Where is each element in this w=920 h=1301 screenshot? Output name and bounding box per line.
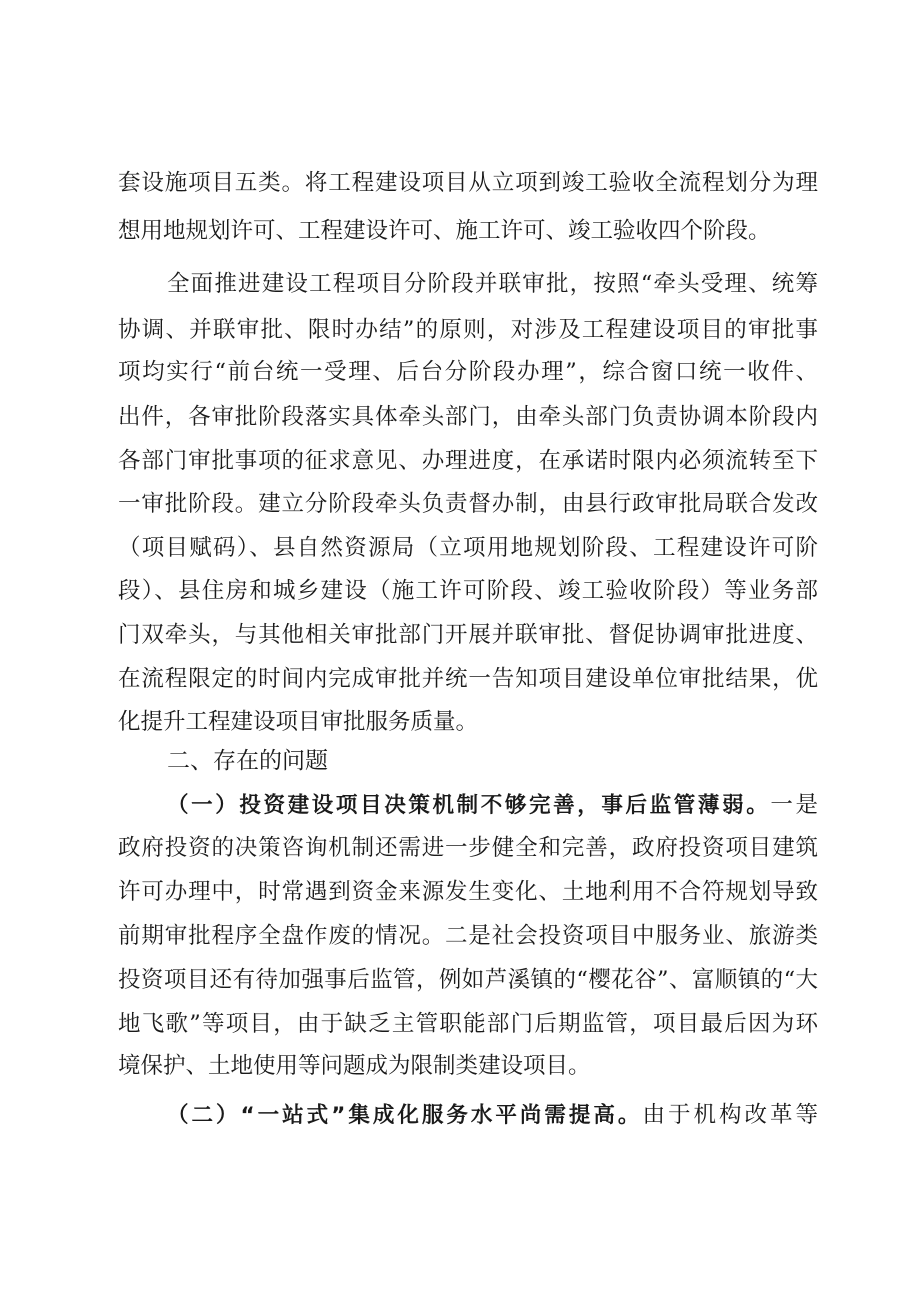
paragraph-line: （项目赋码）、县自然资源局（立项用地规划阶段、工程建设许可阶 <box>118 535 818 561</box>
paragraph-line: 境保护、土地使用等问题成为限制类建设项目。 <box>118 1053 591 1079</box>
paragraph-line: 各部门审批事项的征求意见、办理进度，在承诺时限内必须流转至下 <box>118 448 818 474</box>
paragraph-line: 出件，各审批阶段落实具体牵头部门，由牵头部门负责协调本阶段内 <box>118 404 818 430</box>
paragraph-line: 全面推进建设工程项目分阶段并联审批，按照“牵头受理、统筹 <box>167 271 818 297</box>
paragraph-line: 一审批阶段。建立分阶段牵头负责督办制，由县行政审批局联合发改 <box>118 491 818 517</box>
paragraph-line: 地飞歌”等项目，由于缺乏主管职能部门后期监管，项目最后因为环 <box>118 1011 818 1037</box>
paragraph-line: 化提升工程建设项目审批服务质量。 <box>118 709 479 735</box>
paragraph-line: 许可办理中，时常遇到资金来源发生变化、土地利用不合符规划导致 <box>118 879 818 905</box>
paragraph-line: 前期审批程序全盘作废的情况。二是社会投资项目中服务业、旅游类 <box>118 923 818 949</box>
paragraph-line: 想用地规划许可、工程建设许可、施工许可、竣工验收四个阶段。 <box>118 218 771 244</box>
subsection-lead-text: 由于机构改革等 <box>642 1102 818 1128</box>
subsection-lead-text: 一是 <box>770 792 818 818</box>
paragraph-line: 门双牵头，与其他相关审批部门开展并联审批、督促协调审批进度、 <box>118 622 818 648</box>
paragraph-line: 在流程限定的时间内完成审批并统一告知项目建设单位审批结果，优 <box>118 666 818 692</box>
subsection-heading-line <box>167 1095 818 1135</box>
subsection-heading-line <box>167 785 818 825</box>
subsection-title: （二）“一站式”集成化服务水平尚需提高。 <box>167 1103 643 1128</box>
paragraph-line: 协调、并联审批、限时办结”的原则，对涉及工程建设项目的审批事 <box>118 317 818 343</box>
subsection-title: （一）投资建设项目决策机制不够完善，事后监管薄弱。 <box>167 793 771 818</box>
section-heading: 二、存在的问题 <box>167 748 328 774</box>
paragraph-line: 项均实行“前台统一受理、后台分阶段办理”，综合窗口统一收件、 <box>118 359 818 385</box>
paragraph-line: 投资项目还有待加强事后监管，例如芦溪镇的“樱花谷”、富顺镇的“大 <box>118 967 818 993</box>
paragraph-line: 政府投资的决策咨询机制还需进一步健全和完善，政府投资项目建筑 <box>118 835 818 861</box>
paragraph-line: 段）、县住房和城乡建设（施工许可阶段、竣工验收阶段）等业务部 <box>118 578 818 604</box>
paragraph-line: 套设施项目五类。将工程建设项目从立项到竣工验收全流程划分为理 <box>118 170 818 196</box>
